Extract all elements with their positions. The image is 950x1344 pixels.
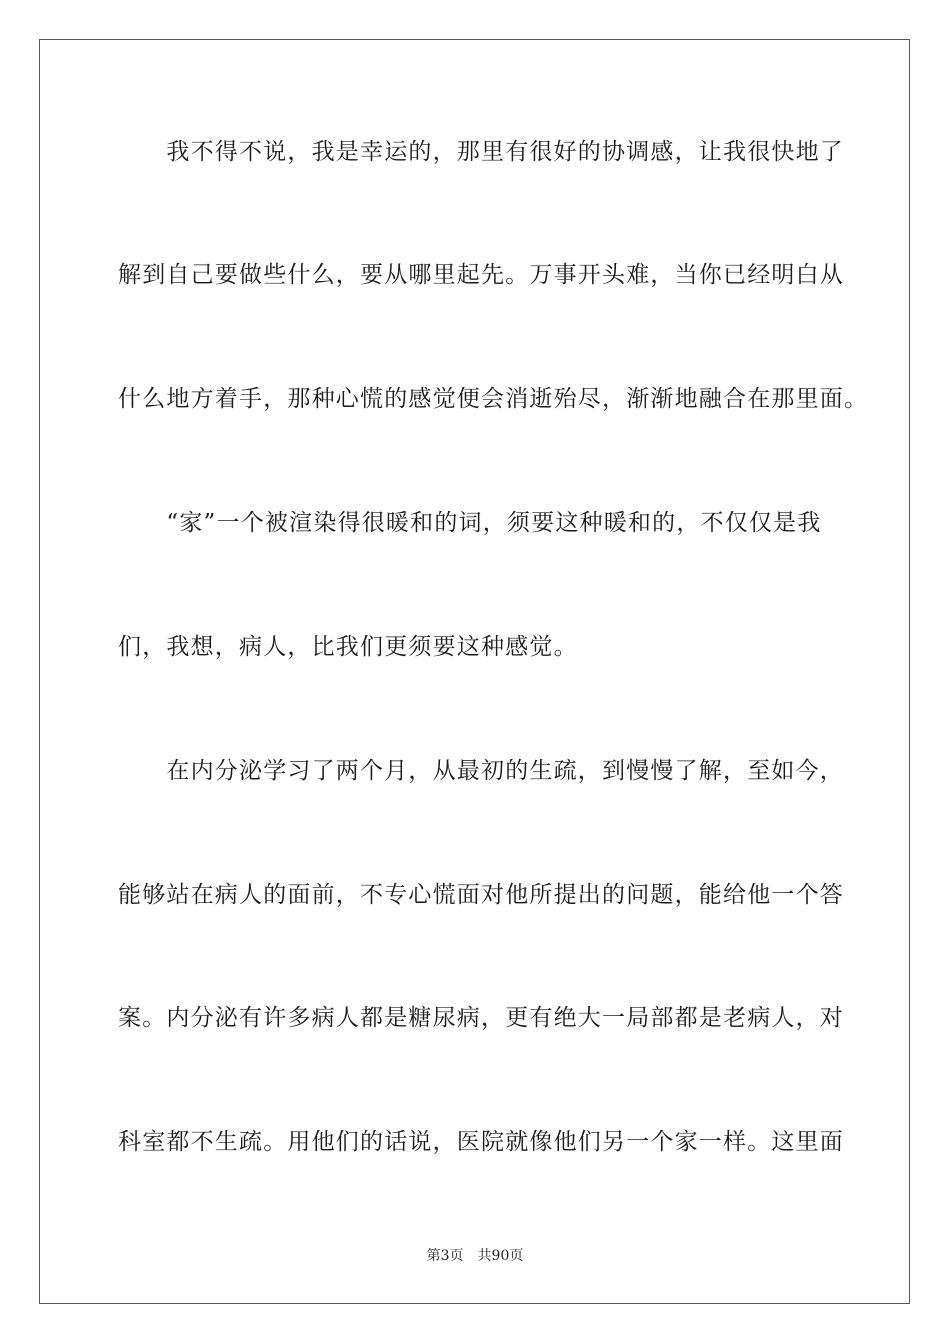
text-line: 解到自己要做些什么，要从哪里起先。万事开头难，当你已经明白从 — [118, 262, 844, 288]
text-line: 在内分泌学习了两个月，从最初的生疏，到慢慢了解，至如今， — [118, 758, 844, 784]
text-line: 能够站在病人的面前，不专心慌面对他所提出的问题，能给他一个答 — [118, 882, 844, 908]
text-line: 我不得不说，我是幸运的，那里有很好的协调感，让我很快地了 — [118, 139, 844, 165]
page-border — [39, 39, 910, 1304]
text-line: 科室都不生疏。用他们的话说，医院就像他们另一个家一样。这里面 — [118, 1129, 844, 1155]
text-line: 案。内分泌有许多病人都是糖尿病，更有绝大一局部都是老病人，对 — [118, 1005, 844, 1031]
text-line: “家”一个被渲染得很暖和的词，须要这种暖和的，不仅仅是我 — [118, 510, 822, 536]
page-number: 第3页 — [426, 1248, 464, 1264]
page-total: 共90页 — [477, 1248, 524, 1264]
text-line: 什么地方着手，那种心慌的感觉便会消逝殆尽，渐渐地融合在那里面。 — [118, 386, 869, 412]
text-line: 们，我想，病人，比我们更须要这种感觉。 — [118, 634, 578, 660]
page-footer — [0, 1246, 950, 1266]
